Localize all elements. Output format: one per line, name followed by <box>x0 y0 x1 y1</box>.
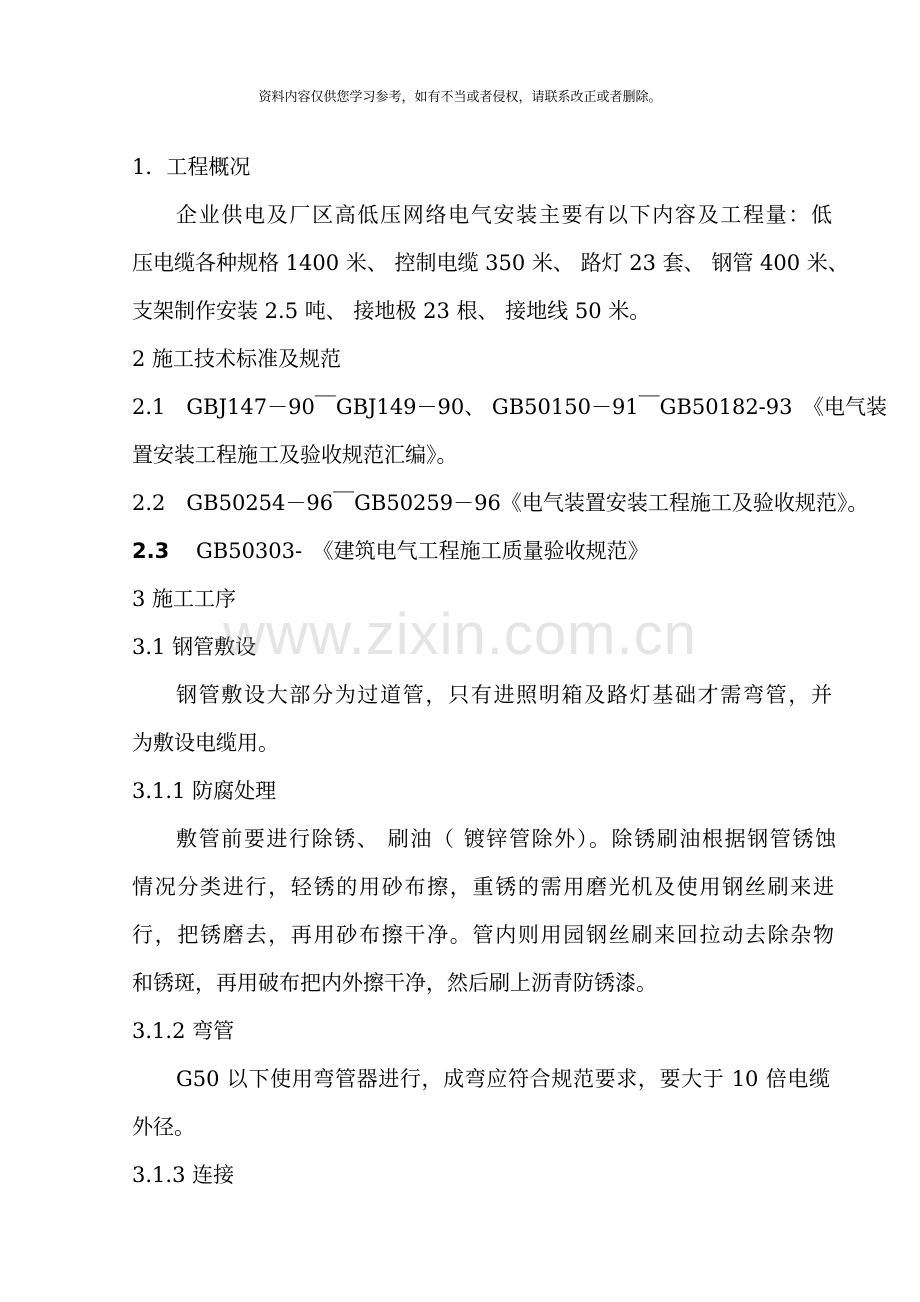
watermark: www.zixin.com.cn <box>223 602 697 667</box>
standard-item-2-1-continued: 置安装工程施工及验收规范汇编》。 <box>132 443 458 467</box>
subsection-heading-3-1: 3.1 钢管敷设 <box>132 635 257 659</box>
standard-item-2-3-number: 2.3 <box>132 539 170 563</box>
section-heading-2: 2 施工技术标准及规范 <box>132 347 342 371</box>
paragraph-line: 钢管敷设大部分为过道管，只有进照明箱及路灯基础才需弯管，并 <box>176 683 832 707</box>
paragraph-line: 支架制作安装 2.5 吨、 接地极 23 根、 接地线 50 米。 <box>132 299 651 323</box>
paragraph-line: 和锈斑，再用破布把内外擦干净，然后刷上沥青防锈漆。 <box>132 971 657 995</box>
subsection-heading-3-1-1: 3.1.1 防腐处理 <box>132 779 277 803</box>
paragraph-line: 为敷设电缆用。 <box>132 731 279 755</box>
subsection-heading-3-1-2: 3.1.2 弯管 <box>132 1019 235 1043</box>
standard-item-2-3-text: GB50303- 《建筑电气工程施工质量验收规范》 <box>196 539 649 563</box>
paragraph-line: 外径。 <box>132 1115 195 1139</box>
paragraph-line: 敷管前要进行除锈、 刷油（ 镀锌管除外）。除锈刷油根据钢管锈蚀 <box>176 827 836 851</box>
section-heading-1: 1．工程概况 <box>132 155 251 179</box>
standard-item-2-1: 2.1 GBJ147－90￣GBJ149－90、 GB50150－91￣GB50182-93 《电气装 <box>132 395 887 419</box>
paragraph-line: 行，把锈磨去，再用砂布擦干净。管内则用园钢丝刷来回拉动去除杂物 <box>132 923 834 947</box>
paragraph-line: 企业供电及厂区高低压网络电气安装主要有以下内容及工程量：低 <box>176 203 832 227</box>
section-heading-3: 3 施工工序 <box>132 587 237 611</box>
paragraph-line: 情况分类进行，轻锈的用砂布擦，重锈的需用磨光机及使用钢丝刷来进 <box>132 875 834 899</box>
paragraph-line: G50 以下使用弯管器进行，成弯应符合规范要求，要大于 10 倍电缆 <box>176 1067 830 1091</box>
copyright-notice: 资料内容仅供您学习参考，如有不当或者侵权，请联系改正或者删除。 <box>258 90 662 105</box>
paragraph-line: 压电缆各种规格 1400 米、 控制电缆 350 米、 路灯 23 套、 钢管 400 米、 <box>132 251 849 275</box>
subsection-heading-3-1-3: 3.1.3 连接 <box>132 1163 235 1187</box>
standard-item-2-2: 2.2 GB50254－96￣GB50259－96《电气装置安装工程施工及验收规范》。 <box>132 491 869 515</box>
